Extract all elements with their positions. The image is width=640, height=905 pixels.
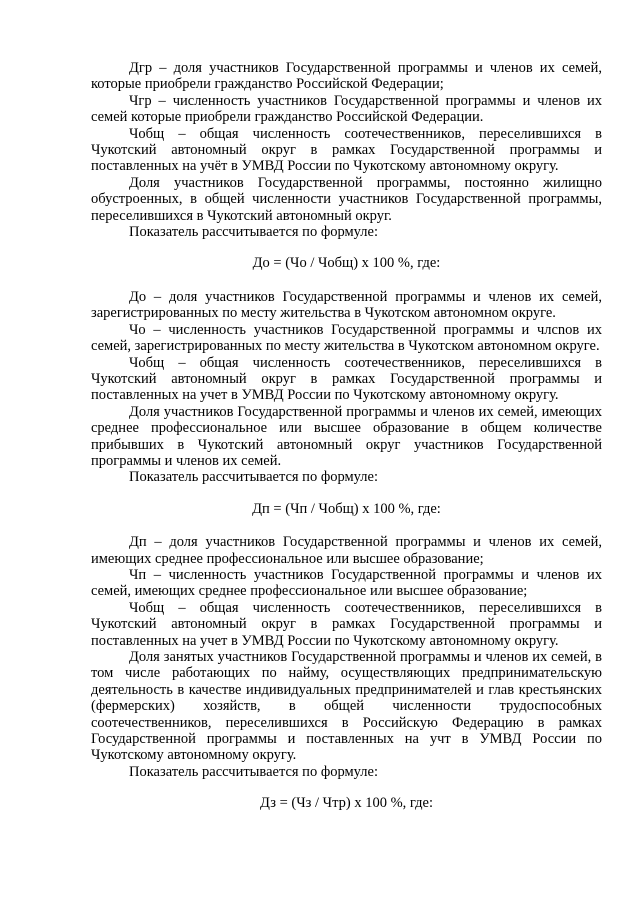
definition-chgr: Чгр – численность участников Государственной программы и членов их семей которые приобрели гражданство Российской Федерации. (91, 92, 602, 126)
definition-do: До – доля участников Государственной программы и членов их семей, зарегистрированных по месту жительства в Чукотском автономном округе. (91, 288, 602, 322)
definition-chobshch: Чобщ – общая численность соотечественников, переселившихся в Чукотский автономный округ в рамках Государственной программы и поставленных на учет в УМВД России по Чукотскому автономному округу. (91, 599, 602, 649)
indicator-description-employment: Доля занятых участников Государственной программы и членов их семей, в том числе работающих по найму, осуществляющих предпринимательскую деятельность в качестве индивидуальных предпринимателей и глав крестьянских (фермерских) хозяйств, в общей численности трудоспособных соотечественников, переселившихся в Российскую Федерацию в рамках Государственной программы и поставленных на учт в УМВД России по Чукотскому автономному округу. (91, 649, 602, 764)
definition-chp: Чп – численность участников Государственной программы и членов их семей, имеющих среднее профессиональное или высшее образование; (91, 566, 602, 600)
formula-intro: Показатель рассчитывается по формуле: (129, 763, 378, 780)
definition-chobshch: Чобщ – общая численность соотечественников, переселившихся в Чукотский автономный округ в рамках Государственной программы и поставленных на учет в УМВД России по Чукотскому автономному округу. (91, 354, 602, 404)
indicator-description-education: Доля участников Государственной программы и членов их семей, имеющих среднее профессиональное или высшее образование в общем количестве прибывших в Чукотский автономный округ участников Государственной программы и членов их семей. (91, 403, 602, 469)
definition-dgr: Дгр – доля участников Государственной программы и членов их семей, которые приобрели гражданство Российской Федерации; (91, 60, 602, 93)
definition-chobshch: Чобщ – общая численность соотечественников, переселившихся в Чукотский автономный округ в рамках Государственной программы и поставленных на учёт в УМВД России по Чукотскому автономному округу. (91, 125, 602, 175)
formula-intro: Показатель рассчитывается по формуле: (129, 224, 378, 241)
formula-do: До = (Чо / Чобщ) х 100 %, где: (252, 255, 441, 272)
formula-dp: Дп = (Чп / Чобщ) х 100 %, где: (252, 500, 441, 517)
formula-dz: Дз = (Чз / Чтр) х 100 %, где: (260, 795, 433, 812)
document-body (91, 60, 602, 812)
definition-dp: Дп – доля участников Государственной программы и членов их семей, имеющих среднее профессиональное или высшее образование; (91, 534, 602, 567)
formula-intro: Показатель рассчитывается по формуле: (129, 469, 378, 486)
definition-cho: Чо – численность участников Государственной программы и члсnов их семей, зарегистрированных по месту жительства в Чукотском автономном округе. (91, 321, 602, 355)
indicator-description-housing: Доля участников Государственной программы, постоянно жилищно обустроенных, в общей численности участников Государственной программы, переселившихся в Чукотский автономный округ. (91, 174, 602, 224)
